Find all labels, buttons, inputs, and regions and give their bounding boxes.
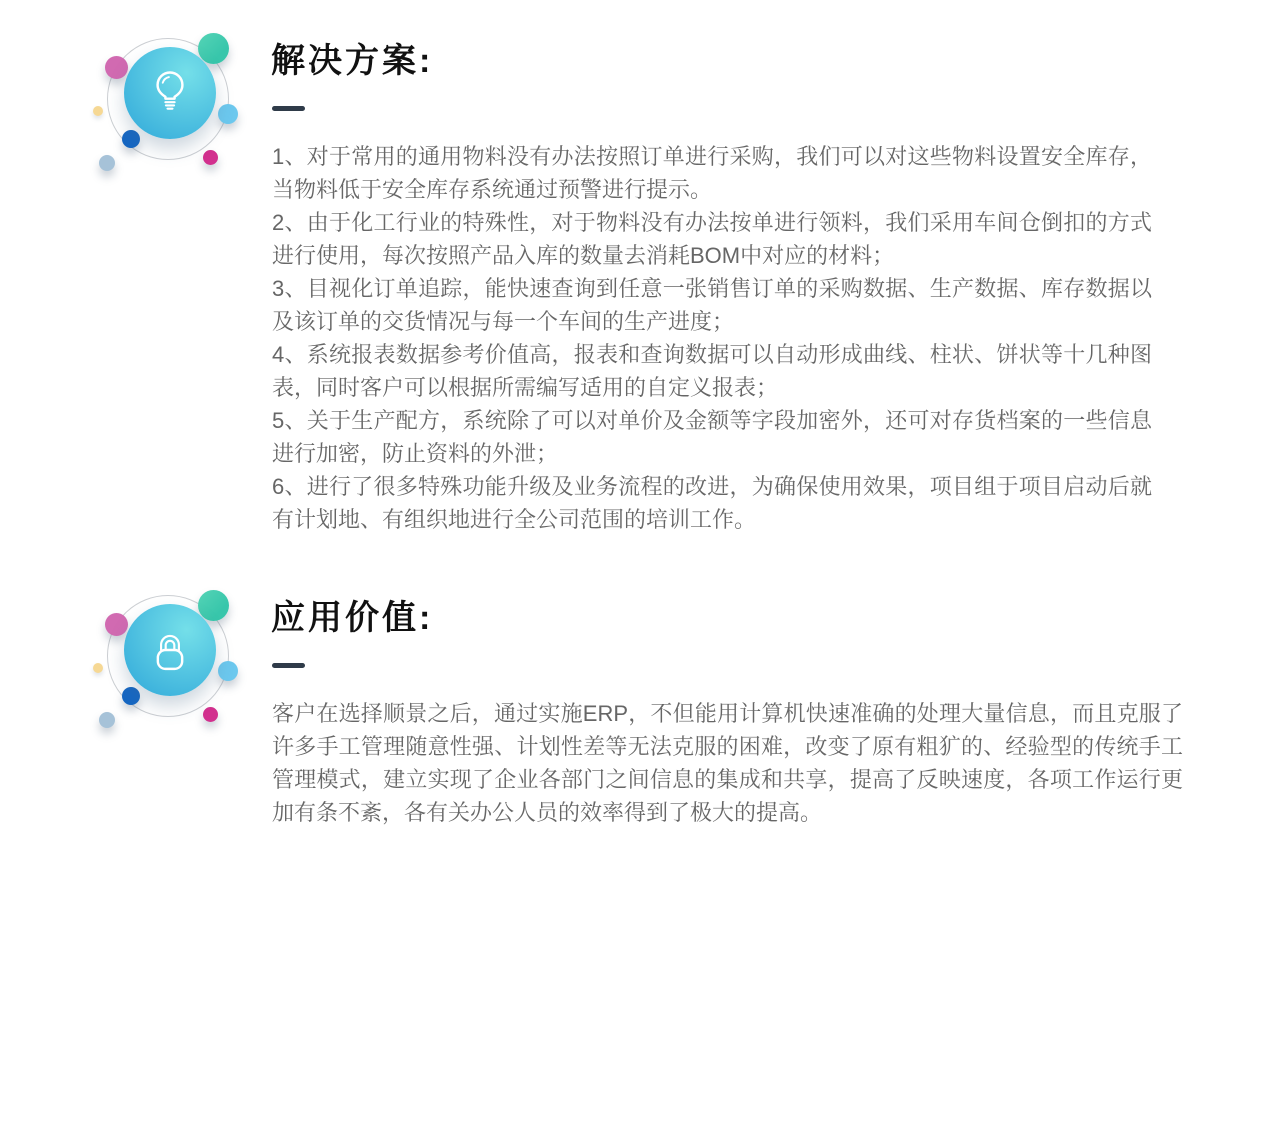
decor-dot-steel-blue bbox=[99, 712, 115, 728]
value-section bbox=[0, 582, 1264, 1142]
decor-dot-teal bbox=[198, 33, 229, 64]
paragraph-line: 1、对于常用的通用物料没有办法按照订单进行采购，我们可以对这些物料设置安全库存，当物料低于安全库存系统通过预警进行提示。 bbox=[272, 144, 1152, 202]
decor-dot-steel-blue bbox=[99, 155, 115, 171]
paragraph-line: 6、进行了很多特殊功能升级及业务流程的改进，为确保使用效果，项目组于项目启动后就有计划地、有组织地进行全公司范围的培训工作。 bbox=[272, 474, 1152, 532]
icon-circle bbox=[124, 604, 216, 696]
decor-dot-pink bbox=[105, 613, 128, 636]
section-paragraphs bbox=[272, 140, 1152, 536]
paragraph-line: 4、系统报表数据参考价值高，报表和查询数据可以自动形成曲线、柱状、饼状等十几种图表，同时客户可以根据所需编写适用的自定义报表； bbox=[272, 342, 1152, 400]
decor-dot-magenta bbox=[203, 150, 218, 165]
decor-dot-yellow bbox=[93, 663, 103, 673]
icon-circle bbox=[124, 47, 216, 139]
section-heading: 应用价值: bbox=[271, 599, 434, 637]
lock-icon bbox=[143, 623, 197, 677]
paragraph-line: 2、由于化工行业的特殊性，对于物料没有办法按单进行领料，我们采用车间仓倒扣的方式进行使用，每次按照产品入库的数量去消耗BOM中对应的材料； bbox=[272, 210, 1152, 268]
decor-dot-teal bbox=[198, 590, 229, 621]
paragraph-line: 客户在选择顺景之后，通过实施ERP，不但能用计算机快速准确的处理大量信息，而且克服了许多手工管理随意性强、计划性差等无法克服的困难，改变了原有粗犷的、经验型的传统手工管理模式，建立实现了企业各部门之间信息的集成和共享，提高了反映速度，各项工作运行更加有条不紊，各有关办公人员的效率得到了极大的提高。 bbox=[272, 701, 1183, 825]
heading-underline bbox=[272, 106, 305, 111]
decor-dot-dark-blue bbox=[122, 687, 140, 705]
value-icon-badge bbox=[85, 582, 247, 752]
solution-section bbox=[0, 25, 1264, 585]
lightbulb-icon bbox=[143, 66, 197, 120]
heading-underline bbox=[272, 663, 305, 668]
decor-dot-yellow bbox=[93, 106, 103, 116]
decor-dot-magenta bbox=[203, 707, 218, 722]
paragraph-line: 3、目视化订单追踪，能快速查询到任意一张销售订单的采购数据、生产数据、库存数据以及该订单的交货情况与每一个车间的生产进度； bbox=[272, 276, 1152, 334]
decor-dot-dark-blue bbox=[122, 130, 140, 148]
solution-icon-badge bbox=[85, 25, 247, 195]
section-heading: 解决方案: bbox=[271, 42, 434, 80]
decor-dot-pink bbox=[105, 56, 128, 79]
decor-dot-light-blue bbox=[218, 661, 238, 681]
decor-dot-light-blue bbox=[218, 104, 238, 124]
paragraph-line: 5、关于生产配方，系统除了可以对单价及金额等字段加密外，还可对存货档案的一些信息进行加密，防止资料的外泄； bbox=[272, 408, 1152, 466]
section-paragraphs bbox=[272, 697, 1183, 829]
